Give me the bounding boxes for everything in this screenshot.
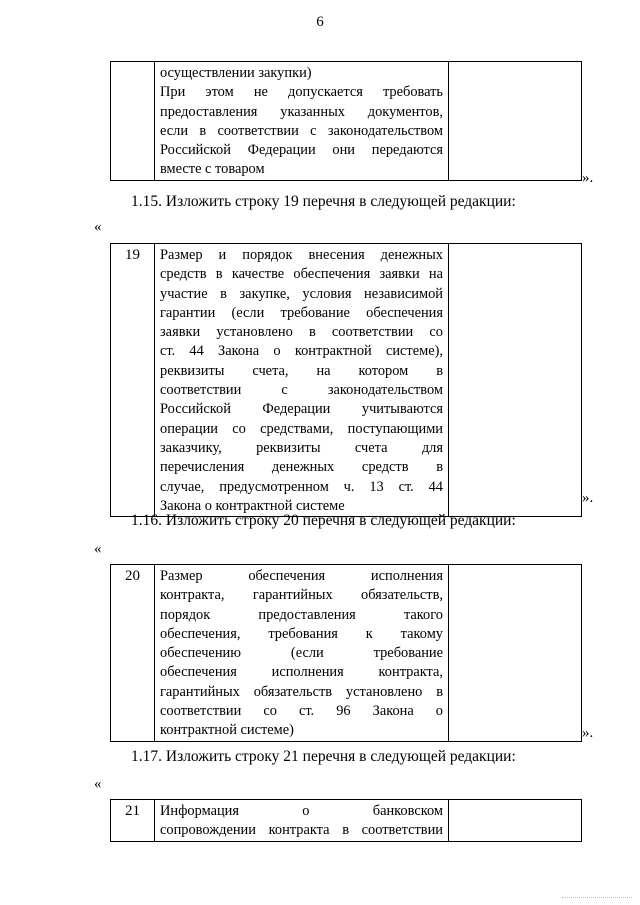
row-text-cell [155, 565, 449, 742]
table-row [111, 62, 582, 181]
text-line: участие в закупке, условия независимой [160, 285, 443, 302]
quote-open: « [94, 776, 102, 792]
page-number: 6 [316, 14, 324, 30]
continuation-table [110, 61, 582, 181]
text-line: предоставления указанных документов, [160, 103, 443, 120]
row-number-cell [111, 62, 155, 181]
row-19-table [110, 243, 582, 517]
text-line: Российской Федерации они передаются [160, 142, 443, 159]
text-line: перечисления денежных средств в [160, 459, 443, 476]
text-line: гарантийных обязательств установлено в [160, 683, 443, 700]
text-line: соответствии с законодательством [160, 382, 443, 399]
text-line: реквизиты счета, на котором в [160, 362, 443, 379]
section-heading-1-16: 1.16. Изложить строку 20 перечня в следующей редакции: [131, 512, 516, 529]
text-line: заказчику, реквизиты счета для [160, 439, 443, 456]
text-line: Российской Федерации учитываются [160, 401, 443, 418]
row-empty-cell [449, 62, 582, 181]
quote-close: ». [582, 170, 594, 186]
row-number-cell: 21 [111, 800, 155, 842]
quote-open: « [94, 541, 102, 557]
text-line: Размер обеспечения исполнения [160, 568, 443, 584]
text-line: обеспечению (если требование [160, 645, 443, 662]
text-line: контракта, гарантийных обязательств, [160, 587, 443, 604]
text-line: средств в качестве обеспечения заявки на [160, 266, 443, 283]
row-text-cell [155, 244, 449, 517]
text-line: контрактной системе) [160, 722, 294, 739]
text-line: соответствии со ст. 96 Закона о [160, 703, 443, 720]
row-empty-cell [449, 565, 582, 742]
text-line: если в соответствии с законодательством [160, 122, 443, 139]
text-line: вместе с товаром [160, 161, 265, 178]
text-line: сопровождении контракта в соответствии [160, 822, 443, 839]
text-line: случае, предусмотренном ч. 13 ст. 44 [160, 478, 443, 495]
section-heading-1-17: 1.17. Изложить строку 21 перечня в следующей редакции: [131, 748, 516, 765]
text-line: заявки установлено в соответствии со [160, 324, 443, 341]
text-line: обеспечения исполнения контракта, [160, 664, 443, 681]
quote-open: « [94, 219, 102, 235]
text-line: При этом не допускается требовать [160, 84, 443, 101]
text-line: Закона о контрактной системе [160, 497, 345, 514]
section-heading-1-15: 1.15. Изложить строку 19 перечня в следующей редакции: [131, 193, 516, 210]
row-text-cell [155, 62, 449, 181]
text-line: гарантии (если требование обеспечения [160, 304, 443, 321]
text-line: Информация о банковском [160, 803, 443, 819]
text-line: обеспечения, требования к такому [160, 625, 443, 642]
row-text-cell [155, 800, 449, 842]
table-row [111, 565, 582, 742]
text-line: операции со средствами, поступающими [160, 420, 443, 437]
quote-close: ». [582, 725, 594, 741]
row-number-cell: 20 [111, 565, 155, 742]
text-line: порядок предоставления такого [160, 606, 443, 623]
text-line: Размер и порядок внесения денежных [160, 247, 443, 263]
quote-close: ». [582, 490, 594, 506]
text-line: осуществлении закупки) [160, 65, 312, 81]
table-row [111, 244, 582, 517]
scan-edge-artifact [562, 897, 632, 901]
row-empty-cell [449, 800, 582, 842]
table-row [111, 800, 582, 842]
row-empty-cell [449, 244, 582, 517]
text-line: ст. 44 Закона о контрактной системе), [160, 343, 443, 360]
row-number-cell: 19 [111, 244, 155, 517]
row-20-table [110, 564, 582, 742]
row-21-table [110, 799, 582, 842]
